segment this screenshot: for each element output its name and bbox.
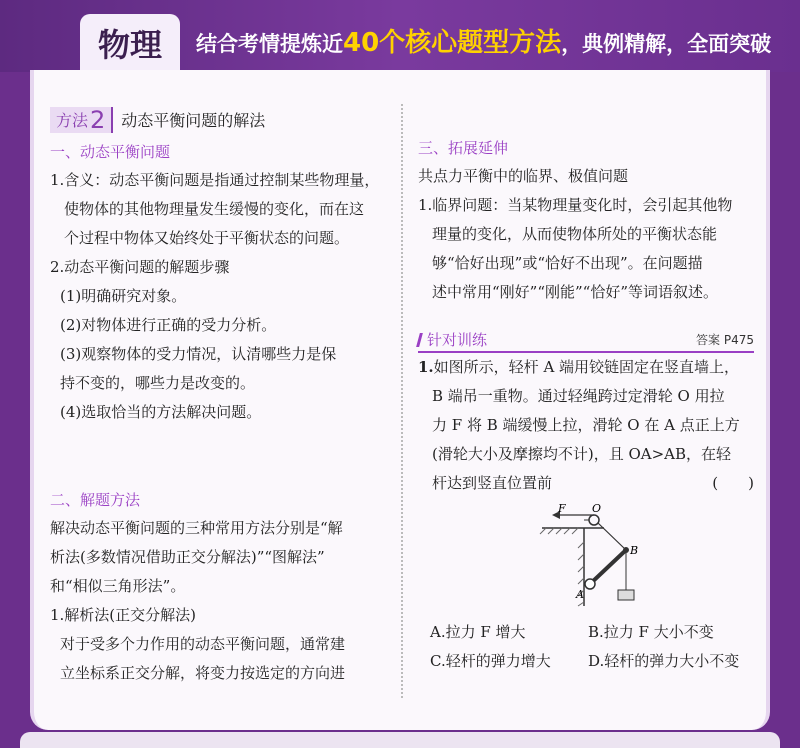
answer-reference: 答案 P475 <box>696 332 754 347</box>
section-title-extension: 三、拓展延伸 <box>418 139 509 157</box>
text-line: 1.临界问题：当某物理量变化时，会引起其他物 <box>418 196 733 214</box>
tagline <box>196 22 771 58</box>
right-column <box>418 134 754 676</box>
text-line: 个过程中物体又始终处于平衡状态的问题。 <box>64 229 350 247</box>
step-item: (3)观察物体的受力情况，认清哪些力是保 <box>60 345 337 363</box>
text-line: 共点力平衡中的临界、极值问题 <box>418 167 629 185</box>
training-title <box>418 326 487 355</box>
step-item: (4)选取恰当的方法解决问题。 <box>60 403 262 421</box>
section-title-methods: 二、解题方法 <box>50 491 141 509</box>
label-B: B <box>630 544 639 557</box>
text-line: 析法(多数情况借助正交分解法)”“图解法” <box>50 548 325 566</box>
text-line: 对于受多个力作用的动态平衡问题，通常建 <box>60 635 346 653</box>
column-divider <box>401 104 403 698</box>
training-title-text: 针对训练 <box>427 330 488 349</box>
step-item: 持不变的，哪些力是改变的。 <box>60 374 256 392</box>
pen-mark-icon <box>416 333 423 347</box>
next-card-edge <box>20 732 780 748</box>
physics-diagram <box>418 502 754 612</box>
subject-tab: 物理 <box>80 14 180 72</box>
step-item: (2)对物体进行正确的受力分析。 <box>60 316 277 334</box>
label-F: F <box>558 502 566 515</box>
left-column <box>50 104 388 688</box>
training-header <box>418 329 754 353</box>
question-text: 如图所示，轻杆 A 端用铰链固定在竖直墙上， <box>433 358 740 376</box>
option-d: D.轻杆的弹力大小不变 <box>588 652 740 670</box>
text-line: 够“恰好出现”或“恰好不出现”。在问题描 <box>432 254 703 272</box>
text-line: 解决动态平衡问题的三种常用方法分别是“解 <box>50 519 343 537</box>
question-line <box>418 353 754 382</box>
question-line: (滑轮大小及摩擦均不计)，且 OA>AB，在轻 <box>432 445 732 463</box>
question-last-line <box>418 469 754 498</box>
text-line: 述中常用“刚好”“刚能”“恰好”等词语叙述。 <box>432 283 719 301</box>
answer-options <box>418 618 754 676</box>
label-A: A <box>576 588 584 601</box>
text-line: 立坐标系正交分解，将变力按选定的方向进 <box>60 664 346 682</box>
question-line: B 端吊一重物。通过轻绳跨过定滑轮 O 用拉 <box>432 387 725 405</box>
text-line: 和“相似三角形法”。 <box>50 577 186 595</box>
answer-blank: ( ) <box>712 474 754 492</box>
text-line: 1.解析法(正交分解法) <box>50 606 197 624</box>
question-line: 力 F 将 B 端缓慢上拉，滑轮 O 在 A 点正上方 <box>432 416 740 434</box>
option-b: B.拉力 F 大小不变 <box>588 623 714 641</box>
option-a: A.拉力 F 增大 <box>430 623 526 641</box>
tagline-post: ，典例精解，全面突破 <box>561 32 772 56</box>
tagline-highlight: 40个核心题型方法 <box>343 28 562 58</box>
method-number: 2 <box>90 105 106 134</box>
method-title: 动态平衡问题的解法 <box>121 110 266 130</box>
method-heading <box>50 104 388 136</box>
pulley-rod-diagram <box>418 502 754 612</box>
tagline-pre: 结合考情提炼近 <box>196 32 343 56</box>
text-line: 2.动态平衡问题的解题步骤 <box>50 258 230 276</box>
question-line: 杆达到竖直位置前 <box>432 474 553 492</box>
method-badge <box>50 107 113 133</box>
label-O: O <box>592 502 602 515</box>
text-line: 1.含义：动态平衡问题是指通过控制某些物理量， <box>50 171 380 189</box>
section-title-dynamic-equilibrium: 一、动态平衡问题 <box>50 143 171 161</box>
question-number: 1. <box>418 358 434 376</box>
option-c: C.轻杆的弹力增大 <box>430 652 551 670</box>
method-label: 方法 <box>56 110 89 130</box>
text-line: 理量的变化，从而使物体所处的平衡状态能 <box>432 225 718 243</box>
text-line: 使物体的其他物理量发生缓慢的变化，而在这 <box>64 200 365 218</box>
step-item: (1)明确研究对象。 <box>60 287 187 305</box>
